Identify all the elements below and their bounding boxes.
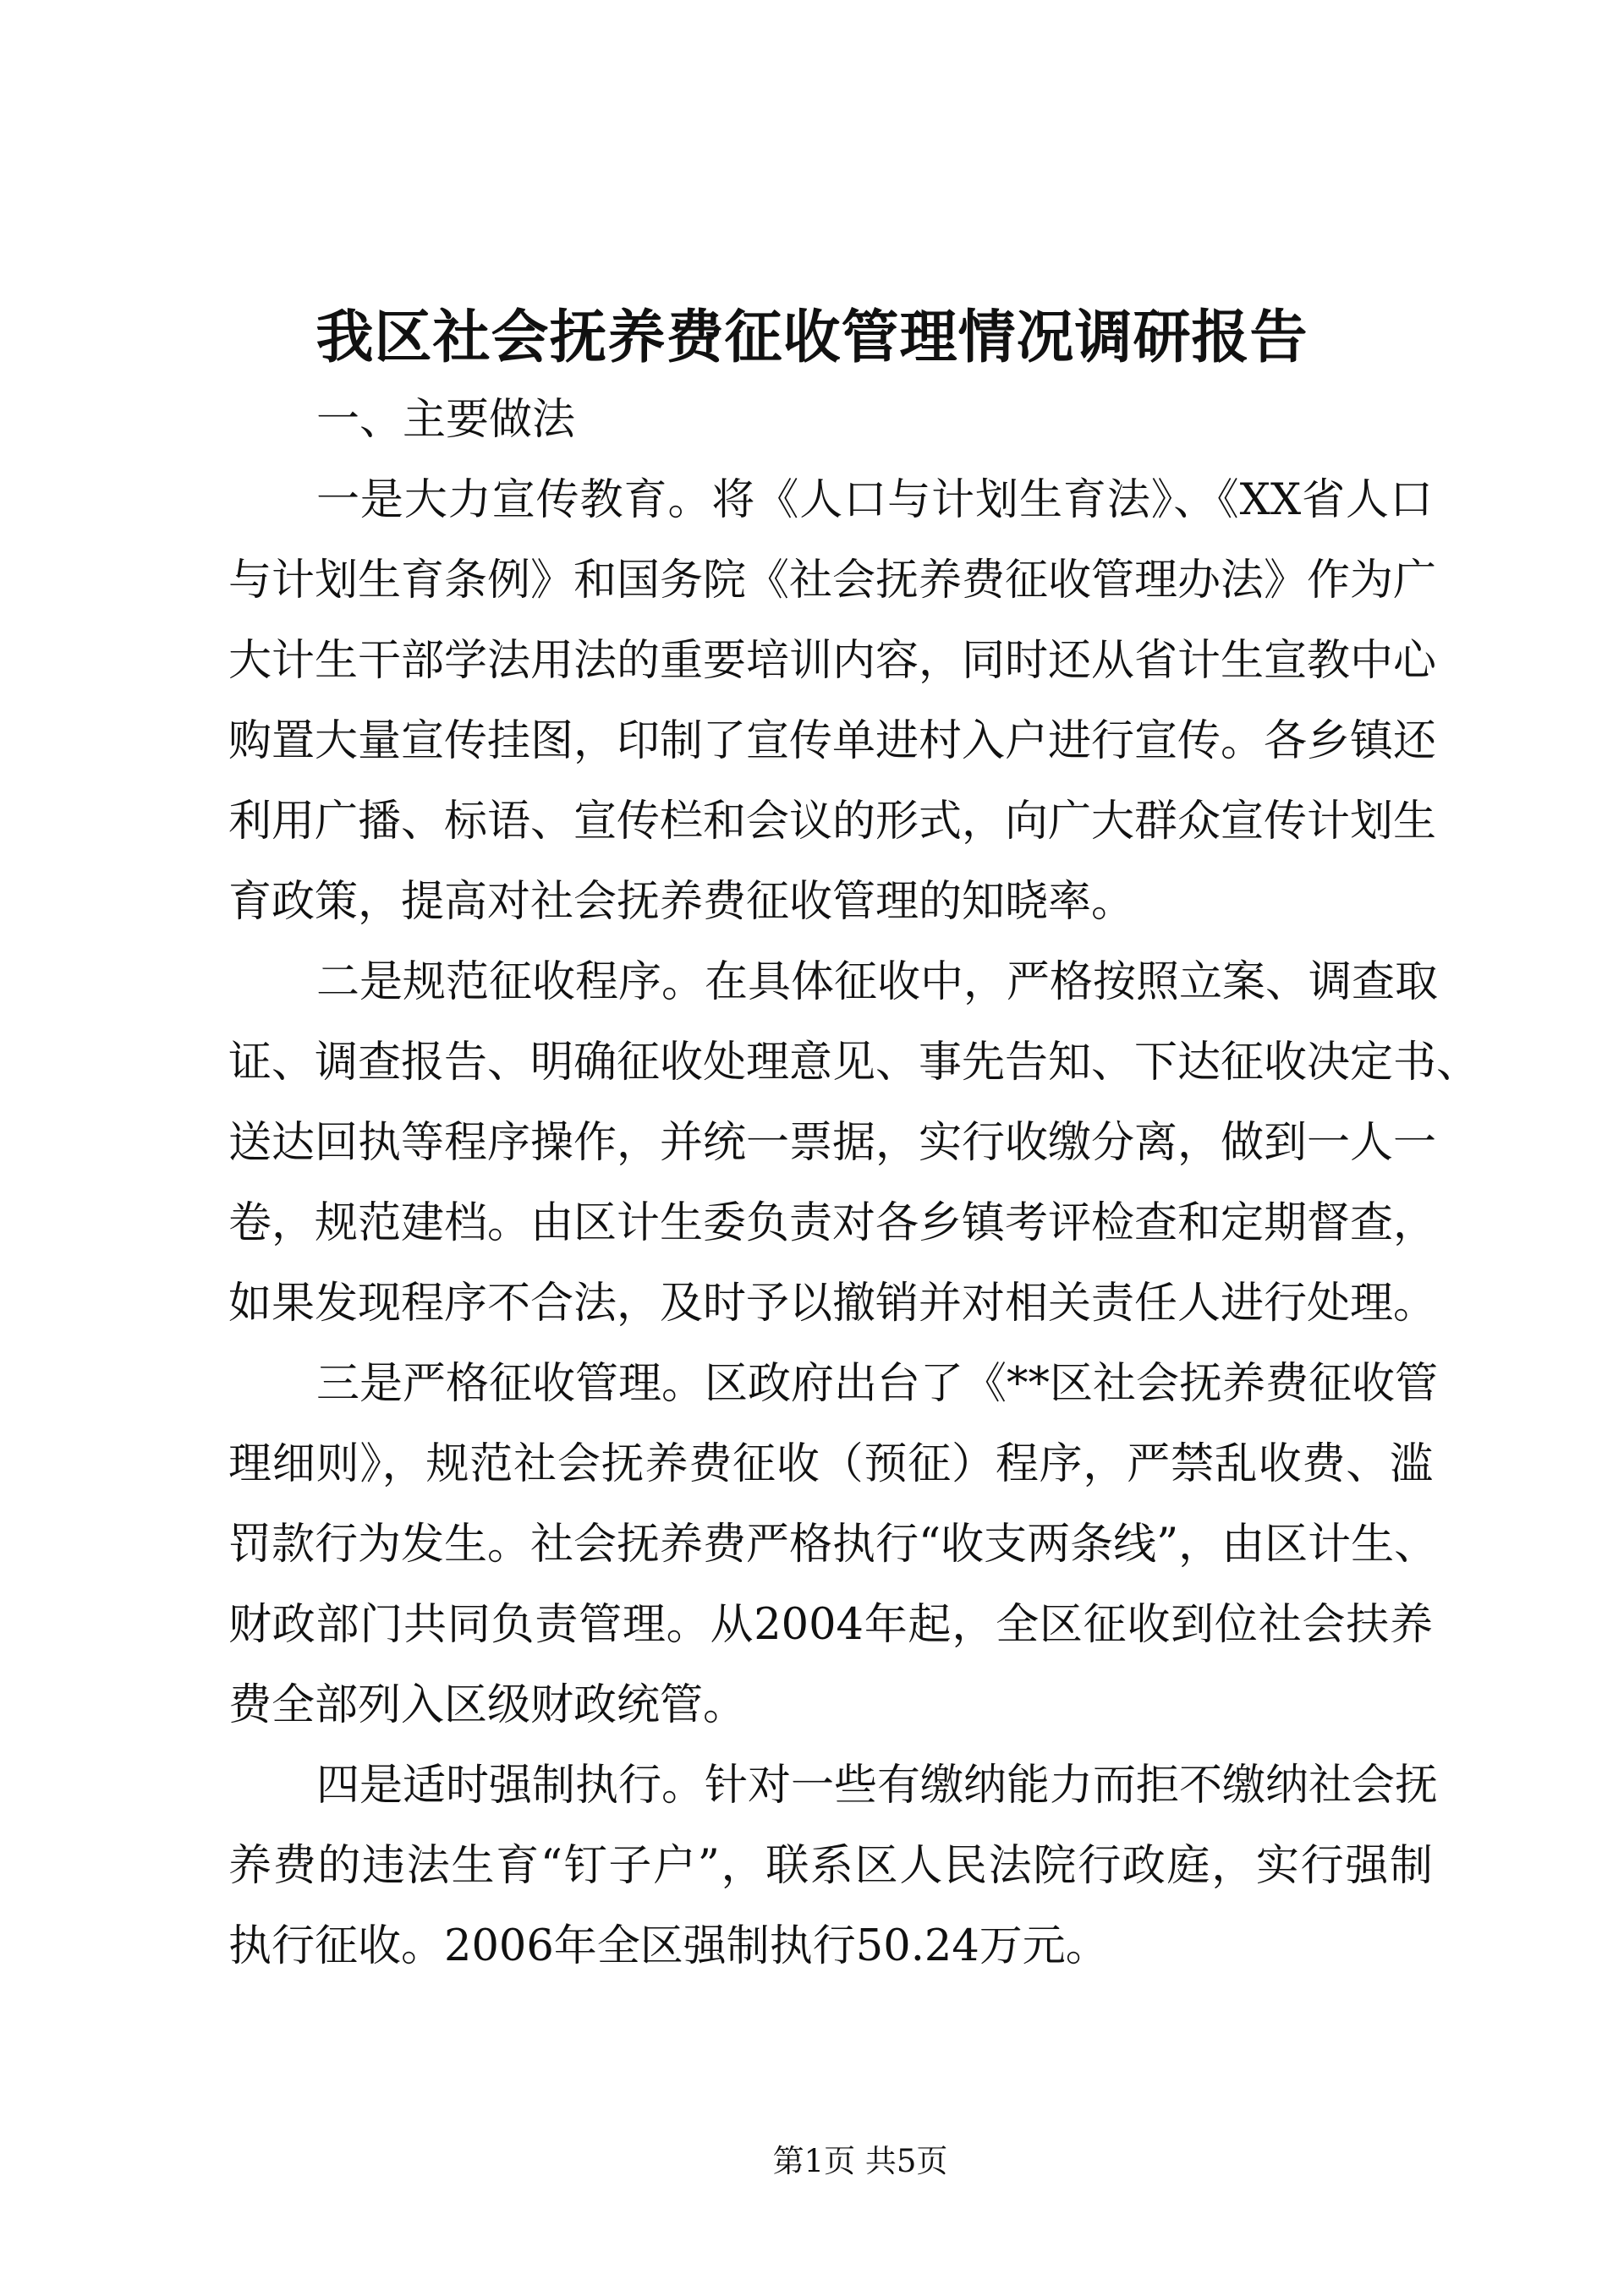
paragraph — [228, 1344, 1439, 1745]
paragraph — [228, 460, 1437, 942]
paragraph-line: 送达回执等程序操作，并统一票据，实行收缴分离，做到一人一 — [228, 1118, 1437, 1168]
paragraph-line: 大计生干部学法用法的重要培训内容，同时还从省计生宣教中心 — [228, 636, 1437, 686]
paragraph-line: 执行征收。2006年全区强制执行50.24万元。 — [228, 1921, 1109, 1971]
paragraph-line: 如果发现程序不合法，及时予以撤销并对相关责任人进行处理。 — [228, 1279, 1437, 1329]
paragraph-line: 与计划生育条例》和国务院《社会抚养费征收管理办法》作为广 — [228, 556, 1437, 606]
document-title: 我区社会抚养费征收管理情况调研报告 — [315, 304, 1309, 371]
paragraph — [228, 1745, 1439, 1986]
paragraph-line: 罚款行为发生。社会抚养费严格执行“收支两条线”，由区计生、 — [228, 1520, 1438, 1570]
paragraph-line: 理细则》，规范社会抚养费征收（预征）程序，严禁乱收费、滥 — [228, 1439, 1433, 1489]
paragraph-line: 卷，规范建档。由区计生委负责对各乡镇考评检查和定期督查， — [228, 1198, 1437, 1248]
section-heading: 一、主要做法 — [316, 395, 576, 445]
paragraph-line: 费全部列入区级财政统管。 — [228, 1680, 747, 1730]
paragraph-line: 购置大量宣传挂图，印制了宣传单进村入户进行宣传。各乡镇还 — [228, 716, 1437, 766]
paragraph-line: 三是严格征收管理。区政府出台了《**区社会抚养费征收管 — [316, 1359, 1439, 1409]
paragraph-line: 二是规范征收程序。在具体征收中，严格按照立案、调查取 — [316, 957, 1439, 1007]
paragraph-line: 育政策，提高对社会抚养费征收管理的知晓率。 — [228, 877, 1135, 927]
document-body — [228, 380, 1480, 1986]
paragraph-line: 四是适时强制执行。针对一些有缴纳能力而拒不缴纳社会抚 — [316, 1761, 1439, 1811]
paragraph-line: 利用广播、标语、宣传栏和会议的形式，向广大群众宣传计划生 — [228, 797, 1437, 847]
paragraph-line: 财政部门共同负责管理。从2004年起，全区征收到位社会扶养 — [228, 1600, 1433, 1650]
paragraph-line: 一是大力宣传教育。将《人口与计划生育法》、《XX省人口 — [316, 475, 1433, 525]
page-number: 第1页 共5页 — [772, 2143, 948, 2179]
paragraphs — [228, 460, 1480, 1986]
paragraph — [228, 942, 1480, 1344]
paragraph-line: 证、调查报告、明确征收处理意见、事先告知、下达征收决定书、 — [228, 1038, 1480, 1088]
paragraph-line: 养费的违法生育“钉子户”，联系区人民法院行政庭，实行强制 — [228, 1841, 1433, 1891]
